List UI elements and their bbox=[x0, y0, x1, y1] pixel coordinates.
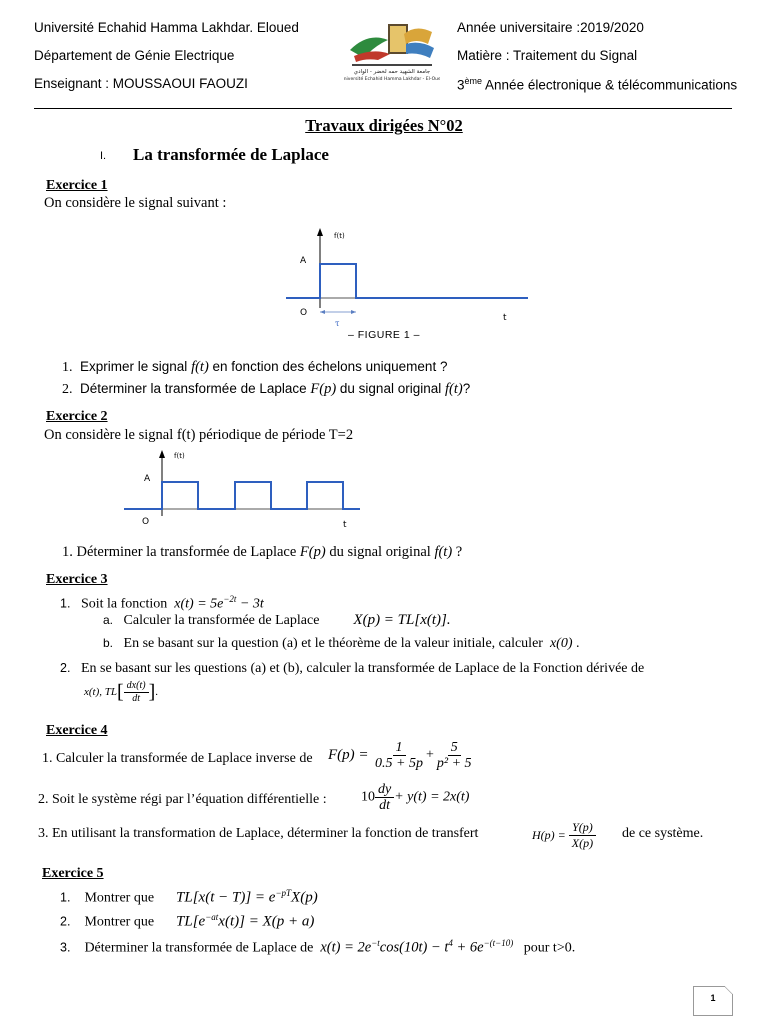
page-number-box bbox=[693, 986, 733, 1016]
exercise-4-question-2: 2. Soit le système régi par l’équation différentielle : bbox=[38, 792, 327, 807]
exercise-1-question-2: 2. Déterminer la transformée de Laplace F(p) du signal original f(t)? bbox=[62, 381, 471, 397]
teacher-name: Enseignant : MOUSSAOUI FAOUZI bbox=[34, 76, 248, 91]
section-number: I. bbox=[100, 150, 107, 162]
figure-2 bbox=[122, 448, 362, 530]
university-name: Université Echahid Hamma Lakhdar. Eloued bbox=[34, 20, 299, 35]
exercise-4-question-2-formula: 10 $\frac{dy}{dt}$ + y(t) = 2x(t) bbox=[361, 782, 470, 813]
header-divider bbox=[34, 108, 732, 109]
figure-2-signal bbox=[124, 482, 360, 509]
exercise-1-heading: Exercice 1 bbox=[46, 178, 108, 193]
exercise-5-question-1: 1. Montrer que $TL[x(t - T)] = e^{-pT}X(p)$ bbox=[60, 888, 318, 906]
exercise-4-question-1-formula: F(p) = $\frac{1}{0.5 + 5p}$ + $\frac{5}{\text{p² + 5}}$ bbox=[328, 740, 472, 771]
subject: Matière : Traitement du Signal bbox=[457, 48, 638, 63]
logo-caption-ar: جامعة الشهيد حمه لخضر - الوادي bbox=[353, 69, 431, 75]
figure-1-ylabel: f(t) bbox=[334, 232, 345, 240]
exercise-2-question-1: 1. Déterminer la transformée de Laplace F(p) du signal original f(t) ? bbox=[62, 544, 463, 560]
exercise-1-intro: On considère le signal suivant : bbox=[44, 195, 227, 211]
figure-1-tlabel: t bbox=[503, 313, 507, 323]
exercise-3-question-1: 1. Soit la fonction $x(t) = 5e^{-2t} - 3t$ bbox=[60, 594, 264, 612]
exercise-3-heading: Exercice 3 bbox=[46, 572, 108, 587]
page-number: 1 bbox=[710, 993, 716, 1003]
exercise-5-heading: Exercice 5 bbox=[42, 866, 104, 881]
figure-1-amplitude: A bbox=[300, 256, 307, 266]
page-title: Travaux dirigées N°02 bbox=[305, 116, 463, 135]
figure-1-signal bbox=[286, 264, 528, 298]
exercise-3-question-2: 2. En se basant sur les questions (a) et (b), calculer la transformée de Laplace de la Fonction dérivée de bbox=[60, 661, 645, 676]
figure-2-origin: O bbox=[142, 517, 150, 527]
exercise-2-intro: On considère le signal f(t) périodique de période T=2 bbox=[44, 427, 354, 443]
exercise-4-heading: Exercice 4 bbox=[46, 723, 108, 738]
figure-2-tlabel: t bbox=[343, 520, 347, 530]
exercise-3-question-a: a. Calculer la transformée de Laplace X(p) = TL[x(t)]. bbox=[103, 612, 451, 628]
exercise-2-heading: Exercice 2 bbox=[46, 409, 108, 424]
figure-1-tau: τ bbox=[335, 319, 340, 328]
exercise-3-question-b: b. En se basant sur la question (a) et le théorème de la valeur initiale, calculer x(0) . bbox=[103, 636, 580, 651]
department-name: Département de Génie Electrique bbox=[34, 48, 235, 63]
exercise-4-question-1: 1. Calculer la transformée de Laplace inverse de bbox=[42, 751, 313, 766]
figure-2-amplitude: A bbox=[144, 474, 151, 484]
figure-2-ylabel: f(t) bbox=[174, 452, 185, 460]
exercise-1-question-1: 1. Exprimer le signal f(t) en fonction des échelons uniquement ? bbox=[62, 359, 448, 375]
exercise-3-question-2-formula: x(t), TL[ $\frac{dx(t)}{dt}$ ]. bbox=[84, 680, 158, 704]
exercise-5-question-3: 3. Déterminer la transformée de Laplace de $x(t) = 2e^{-t}\cos(10t) - t^4 + 6e^{-(t-10)}$ pour t>0. bbox=[60, 938, 576, 956]
figure-1-caption: – FIGURE 1 – bbox=[348, 329, 420, 341]
figure-1 bbox=[282, 226, 532, 334]
exercise-4-question-3: 3. En utilisant la transformation de Laplace, déterminer la fonction de transfert bbox=[38, 826, 479, 841]
exercise-4-question-3-end: de ce système. bbox=[622, 826, 704, 841]
section-title: La transformée de Laplace bbox=[133, 145, 329, 164]
logo-caption-fr: Université Echahid Hamma Lakhdar - El-Oued bbox=[344, 77, 440, 82]
university-logo bbox=[344, 14, 440, 84]
exercise-4-question-3-formula: H(p) = $\frac{Y(p)}{X(p)}$ bbox=[532, 820, 596, 851]
level: 3ème Année électronique & télécommunications bbox=[457, 76, 738, 93]
figure-1-origin: O bbox=[300, 308, 308, 318]
academic-year: Année universitaire :2019/2020 bbox=[457, 20, 644, 35]
exercise-5-question-2: 2. Montrer que $TL[e^{-at}x(t)] = X(p + a)$ bbox=[60, 912, 315, 930]
